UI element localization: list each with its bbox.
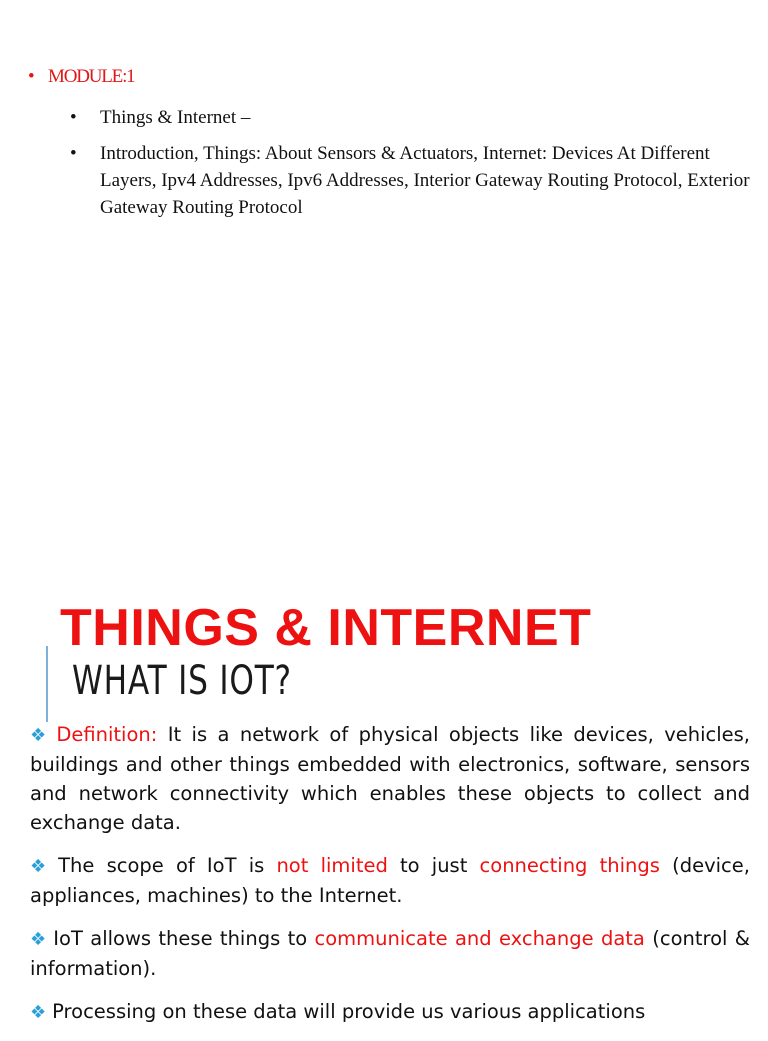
point-text: (control & information).: [30, 927, 750, 980]
list-item: [30, 997, 750, 1027]
highlight-text: connecting things: [479, 854, 660, 877]
topic-text: Things & Internet –: [100, 107, 251, 128]
slide-subtitle: WHAT IS IOT?: [72, 658, 292, 704]
definition-label: Definition:: [56, 723, 158, 746]
slide-title: THINGS & INTERNET: [60, 599, 592, 657]
point-text: (device, appliances, machines) to the Internet.: [30, 854, 750, 907]
slide-what-is-iot: [0, 560, 768, 1024]
diamond-bullet-icon: ❖: [30, 929, 48, 950]
bullet-icon: •: [28, 66, 34, 87]
module-heading: [28, 66, 134, 88]
list-item: [30, 851, 750, 910]
diamond-bullet-icon: ❖: [30, 856, 53, 877]
list-item: [70, 140, 750, 221]
diamond-bullet-icon: ❖: [30, 725, 51, 746]
module-label: MODULE:1: [48, 66, 135, 87]
bullet-icon: •: [70, 143, 77, 164]
list-item: [30, 720, 750, 837]
point-text: The scope of IoT is: [58, 854, 277, 877]
point-text: Processing on these data will provide us various applications: [52, 1000, 646, 1023]
point-text: IoT allows these things to: [53, 927, 315, 950]
topic-text: Introduction, Things: About Sensors & Actuators, Internet: Devices At Different Layers, Ipv4 Addresses, Ipv6 Addresses, Interior Gateway Routing Protocol, Exterior Gateway Routing Protocol: [100, 143, 750, 218]
list-item: [30, 924, 750, 983]
point-text: to just: [387, 854, 480, 877]
module-topic-list: [70, 104, 750, 230]
title-divider: [46, 646, 48, 722]
iot-points-list: [30, 720, 750, 1041]
highlight-text: communicate and exchange data: [314, 927, 645, 950]
list-item: [70, 104, 750, 131]
bullet-icon: •: [70, 107, 77, 128]
definition-text: It is a network of physical objects like devices, vehicles, buildings and other things embedded with electronics, software, sensors and network connectivity which enables these objects to collect and exchange data.: [30, 723, 751, 834]
diamond-bullet-icon: ❖: [30, 1002, 47, 1023]
highlight-text: not limited: [276, 854, 388, 877]
